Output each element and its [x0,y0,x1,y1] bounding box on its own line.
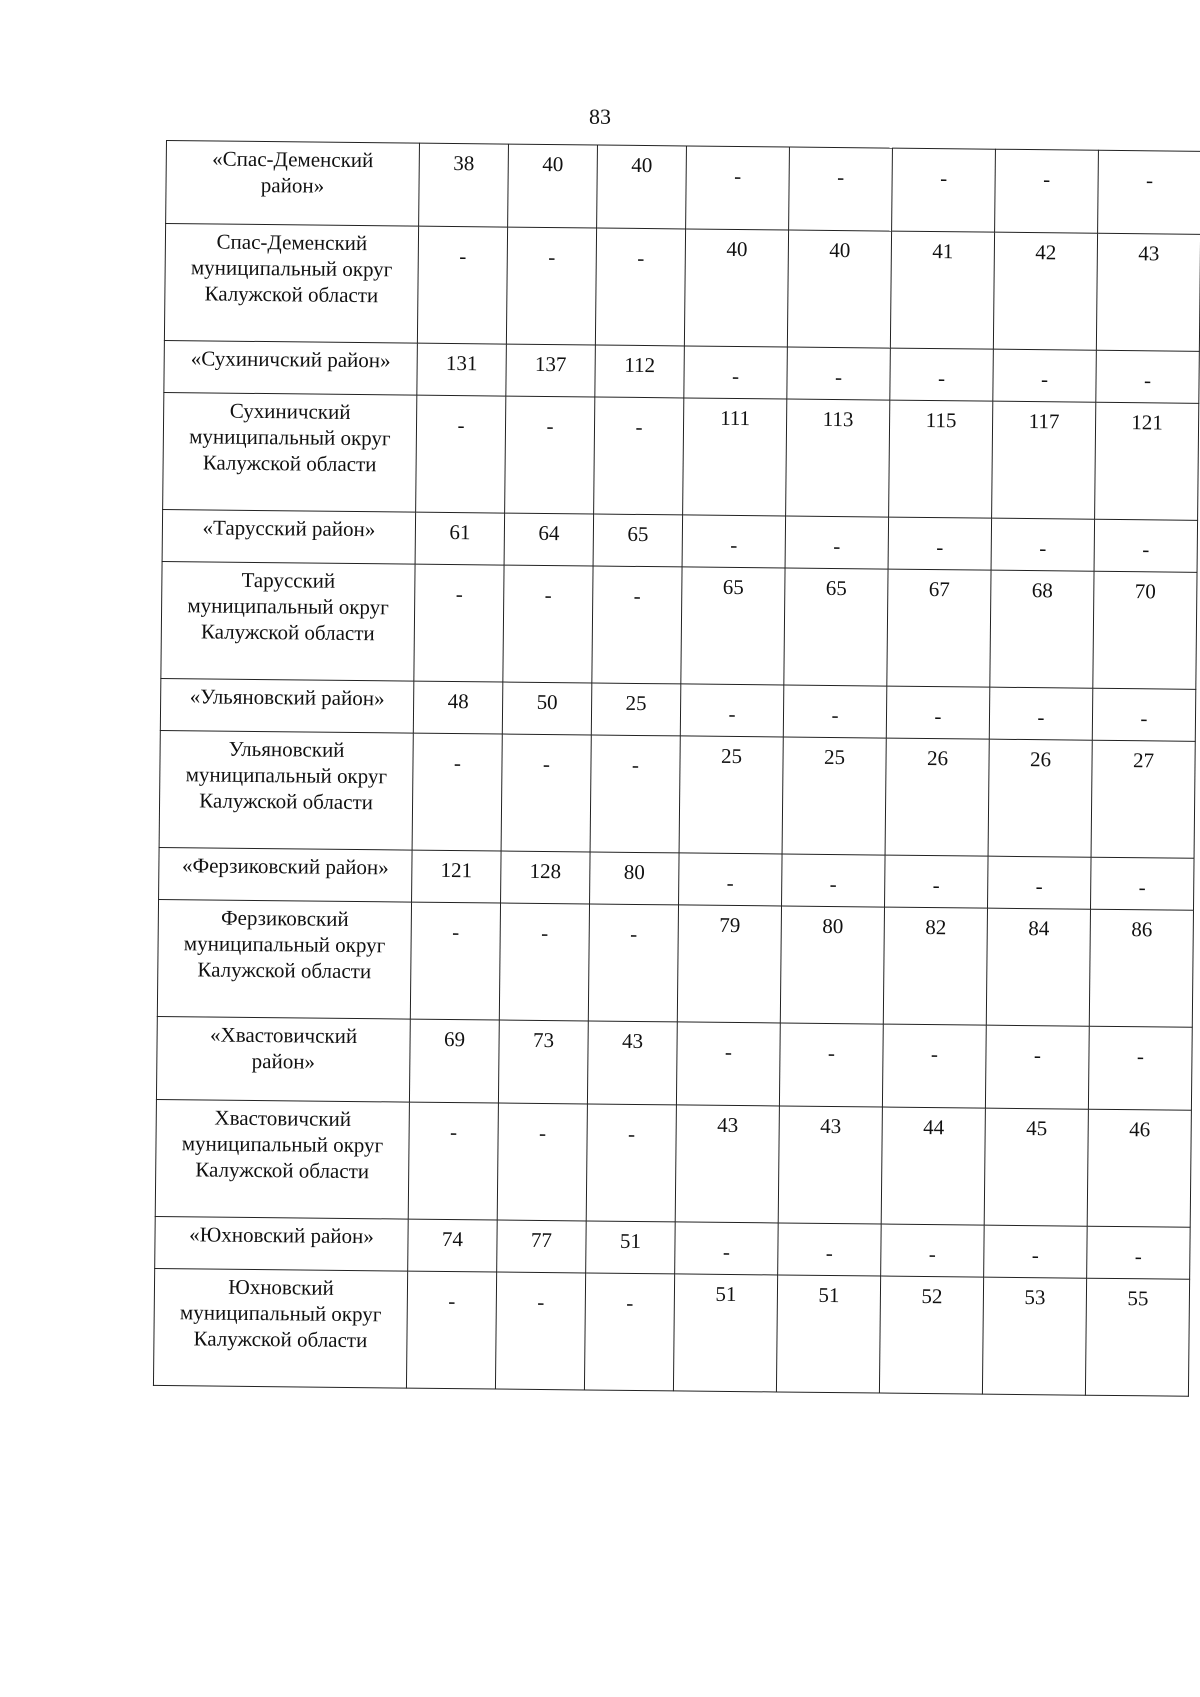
value-cell: - [417,226,507,344]
value-cell: 70 [1093,571,1197,689]
value-cell: 43 [587,1021,677,1105]
row-name-line: «Хвастовичский [209,1022,358,1049]
value-cell: 43 [675,1105,779,1223]
value-cell: 128 [501,851,591,904]
value-cell: 61 [415,512,505,565]
value-cell: - [892,148,996,232]
value-cell: - [506,227,596,345]
value-cell: - [679,853,783,906]
value-cell: 65 [593,514,683,567]
row-name-line: Калужской области [199,788,374,815]
row-name-cell [156,1016,410,1102]
value-cell: - [988,856,1092,909]
value-cell: 86 [1089,909,1193,1027]
value-cell: - [505,396,595,514]
value-cell: - [495,1272,585,1390]
row-name-cell [159,730,413,850]
row-name-cell [161,561,415,681]
row-name-line: Хвастовичский [214,1105,352,1131]
value-cell: - [985,1025,1089,1109]
value-cell: - [989,687,1093,740]
value-cell: 65 [784,568,888,686]
value-cell: 111 [683,398,787,516]
value-cell: - [406,1271,496,1389]
value-cell: - [1087,1226,1191,1279]
row-name-line: муниципальный округ [185,762,388,789]
row-name-line: Калужской области [204,281,379,308]
value-cell: 131 [417,343,507,396]
row-name-line: Спас-Деменский [216,229,368,256]
row-name-line: «Тарусский район» [202,515,376,542]
value-cell: 113 [786,399,890,517]
row-name-cell [153,1268,407,1388]
row-name-cell [166,141,420,227]
row-name-line: Юхновский [228,1274,334,1300]
row-name-line: Калужской области [202,450,377,477]
value-cell: - [1092,688,1196,741]
value-cell: - [592,566,682,684]
row-name-line: Калужской области [193,1326,368,1353]
table-row [163,392,1199,520]
value-cell: 55 [1085,1278,1189,1396]
value-cell: - [882,1024,986,1108]
page-number: 83 [589,104,611,129]
data-table-container [153,140,1163,1396]
row-name-cell [164,340,418,395]
value-cell: 73 [498,1020,588,1104]
value-cell: 40 [597,145,687,229]
row-name-line: район» [260,172,325,198]
value-cell: 67 [887,569,991,687]
table-row [153,1268,1189,1396]
value-cell: - [586,1104,676,1222]
row-name-line: «Сухиничский район» [190,346,391,373]
value-cell: - [497,1103,587,1221]
value-cell: - [1098,150,1200,234]
value-cell: 51 [586,1221,676,1274]
value-cell: 51 [673,1274,777,1392]
value-cell: - [588,904,678,1022]
value-cell: 42 [993,232,1097,350]
value-cell: - [888,517,992,570]
value-cell: 65 [681,567,785,685]
value-cell: - [410,902,500,1020]
row-name-line: Ульяновский [228,736,345,762]
row-name-line: Калужской области [195,1157,370,1184]
data-table [153,140,1200,1397]
value-cell: 74 [408,1219,498,1272]
row-name-line: «Спас-Деменский [212,146,374,173]
value-cell: 80 [590,852,680,905]
value-cell: 77 [497,1220,587,1273]
value-cell: 27 [1091,740,1195,858]
row-name-cell [159,847,413,902]
row-name-cell [155,1099,409,1219]
value-cell: - [412,733,502,851]
row-name-line: муниципальный округ [190,255,393,282]
value-cell: - [785,516,889,569]
row-name-cell [164,224,418,344]
value-cell: - [414,564,504,682]
value-cell: 79 [677,905,781,1023]
table-row [159,730,1195,858]
value-cell: 41 [890,231,994,349]
value-cell: 26 [988,739,1092,857]
value-cell: 45 [984,1108,1088,1226]
row-name-cell [163,392,417,512]
value-cell: - [783,685,887,738]
value-cell: 115 [889,400,993,518]
value-cell: 46 [1087,1109,1191,1227]
value-cell: 40 [787,230,891,348]
value-cell: - [686,146,790,230]
value-cell: - [995,149,1099,233]
value-cell: - [503,565,593,683]
row-name-line: «Ферзиковский район» [181,853,389,880]
value-cell: - [991,518,1095,571]
value-cell: - [885,855,989,908]
table-row [157,899,1193,1027]
row-name-line: муниципальный округ [187,593,389,620]
value-cell: - [584,1273,674,1391]
row-name-line: район» [251,1048,316,1074]
table-row [166,141,1200,235]
value-cell: 69 [409,1019,499,1103]
row-name-line: муниципальный округ [189,424,391,451]
row-name-line: Сухиничский [229,398,351,424]
value-cell: - [676,1022,780,1106]
value-cell: 64 [504,513,594,566]
value-cell: 112 [595,345,685,398]
value-cell: - [782,854,886,907]
value-cell: 51 [776,1275,880,1393]
value-cell: - [1088,1026,1192,1110]
value-cell: - [408,1102,498,1220]
value-cell: - [680,684,784,737]
row-name-line: Тарусский [241,567,336,593]
row-name-cell [160,678,414,733]
value-cell: - [993,349,1097,402]
value-cell: - [595,228,685,346]
value-cell: 25 [591,683,681,736]
value-cell: 44 [881,1107,985,1225]
value-cell: 26 [885,738,989,856]
value-cell: 43 [778,1106,882,1224]
value-cell: - [890,348,994,401]
row-name-line: муниципальный округ [179,1300,382,1327]
value-cell: 84 [986,908,1090,1026]
value-cell: 82 [883,907,987,1025]
row-name-line: «Юхновский район» [189,1222,374,1249]
value-cell: 53 [982,1277,1086,1395]
value-cell: 40 [684,229,788,347]
value-cell: - [675,1222,779,1275]
row-name-line: «Ульяновский район» [189,684,385,711]
value-cell: - [501,734,591,852]
value-cell: 117 [992,401,1096,519]
value-cell: 80 [780,906,884,1024]
row-name-line: Калужской области [200,619,375,646]
table-row [155,1099,1191,1227]
value-cell: 38 [419,143,509,227]
row-name-line: Калужской области [197,957,372,984]
table-row [156,1016,1192,1110]
value-cell: - [1090,857,1194,910]
row-name-cell [155,1216,409,1271]
value-cell: - [590,735,680,853]
value-cell: - [886,686,990,739]
value-cell: 68 [990,570,1094,688]
value-cell: 40 [508,144,598,228]
value-cell: 25 [679,736,783,854]
value-cell: - [789,147,893,231]
value-cell: 52 [879,1276,983,1394]
value-cell: - [779,1023,883,1107]
row-name-line: муниципальный округ [181,1131,384,1158]
value-cell: - [787,347,891,400]
row-name-cell [157,899,411,1019]
value-cell: - [1096,350,1200,403]
table-row [164,224,1200,352]
value-cell: 50 [502,682,592,735]
value-cell: - [684,346,788,399]
row-name-cell [162,509,416,564]
row-name-line: Ферзиковский [220,905,349,931]
value-cell: - [682,515,786,568]
value-cell: 43 [1096,233,1200,351]
value-cell: - [499,903,589,1021]
row-name-line: муниципальный округ [183,931,386,958]
value-cell: 48 [413,681,503,734]
value-cell: - [1094,519,1198,572]
value-cell: - [416,395,506,513]
value-cell: - [778,1223,882,1276]
value-cell: 121 [1095,402,1199,520]
value-cell: - [881,1224,985,1277]
value-cell: - [984,1225,1088,1278]
table-body [153,141,1200,1397]
value-cell: 137 [506,344,596,397]
value-cell: 121 [412,850,502,903]
table-row [161,561,1197,689]
value-cell: - [594,397,684,515]
value-cell: 25 [782,737,886,855]
